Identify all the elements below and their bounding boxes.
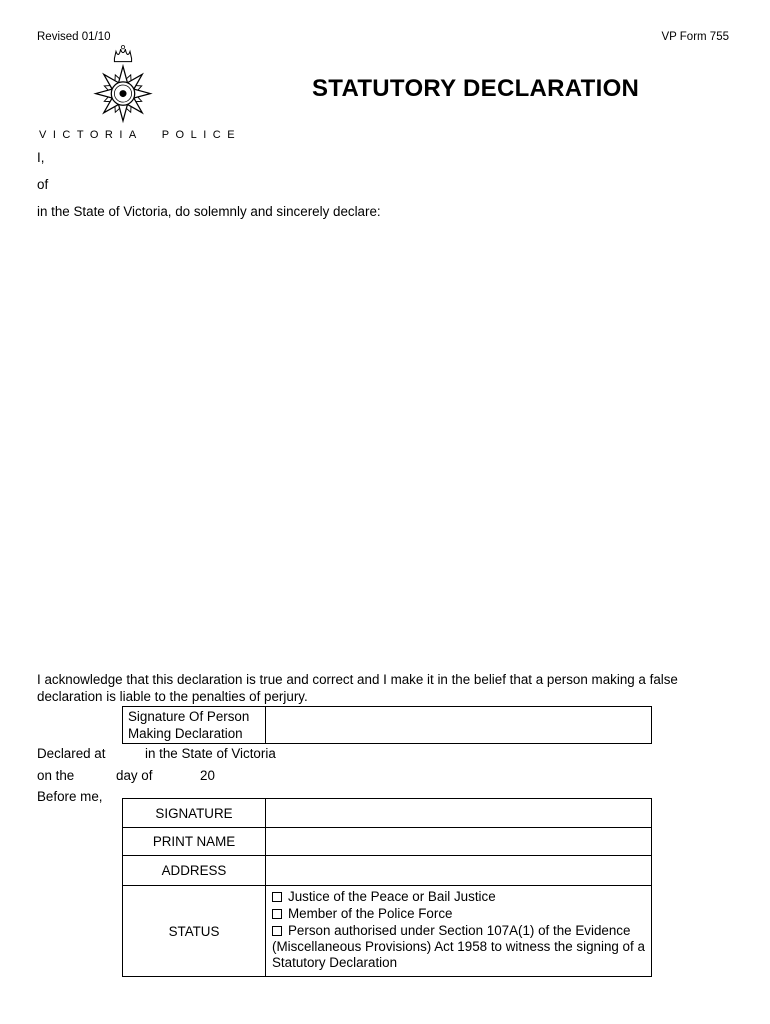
status-option-justice (272, 889, 645, 905)
org-wordmark: VICTORIA POLICE (39, 129, 242, 141)
person-signature-field[interactable] (266, 707, 651, 743)
witness-signature-field[interactable] (266, 799, 651, 827)
declare-statement: in the State of Victoria, do solemnly and sincerely declare: (37, 204, 381, 219)
declarant-name-line: I, (37, 150, 45, 165)
table-row (123, 827, 651, 855)
revised-note: Revised 01/10 (37, 31, 111, 43)
status-option-authorised-person (272, 923, 645, 971)
before-me-label: Before me, (37, 789, 103, 804)
year-prefix-label: 20 (200, 768, 215, 783)
status-option-label: Member of the Police Force (288, 906, 453, 921)
table-row (123, 885, 651, 976)
justice-of-peace-checkbox[interactable] (272, 892, 282, 902)
acknowledgement-text: I acknowledge that this declaration is true and correct and I make it in the belief that a person making a false declaration is liable to the penalties of perjury. (37, 672, 678, 704)
form-number: VP Form 755 (661, 31, 729, 43)
witness-signature-label: SIGNATURE (123, 799, 266, 827)
state-of-victoria-label: in the State of Victoria (145, 746, 276, 761)
person-signature-block (122, 706, 652, 744)
witness-status-options (266, 886, 651, 976)
page-title: STATUTORY DECLARATION (312, 75, 640, 102)
victoria-police-crest-icon (84, 42, 162, 128)
table-row (123, 799, 651, 827)
witness-print-name-field[interactable] (266, 828, 651, 855)
declaration-text-area[interactable] (37, 228, 727, 663)
person-signature-label: Signature Of Person Making Declaration (123, 707, 266, 743)
table-row (123, 855, 651, 885)
declared-at-label: Declared at (37, 746, 106, 761)
police-member-checkbox[interactable] (272, 909, 282, 919)
declarant-address-line: of (37, 177, 49, 192)
witness-status-label: STATUS (123, 886, 266, 976)
status-option-police-member (272, 906, 645, 922)
witness-details-table (122, 798, 652, 977)
witness-address-field[interactable] (266, 856, 651, 885)
on-the-label: on the (37, 768, 75, 783)
authorised-person-checkbox[interactable] (272, 926, 282, 936)
witness-address-label: ADDRESS (123, 856, 266, 885)
status-option-label: Person authorised under Section 107A(1) of the Evidence (Miscellaneous Provisions) Act 1958 to witness the signing of a Statutory Declaration (272, 923, 645, 970)
status-option-label: Justice of the Peace or Bail Justice (288, 889, 496, 904)
day-of-label: day of (116, 768, 153, 783)
witness-print-name-label: PRINT NAME (123, 828, 266, 855)
